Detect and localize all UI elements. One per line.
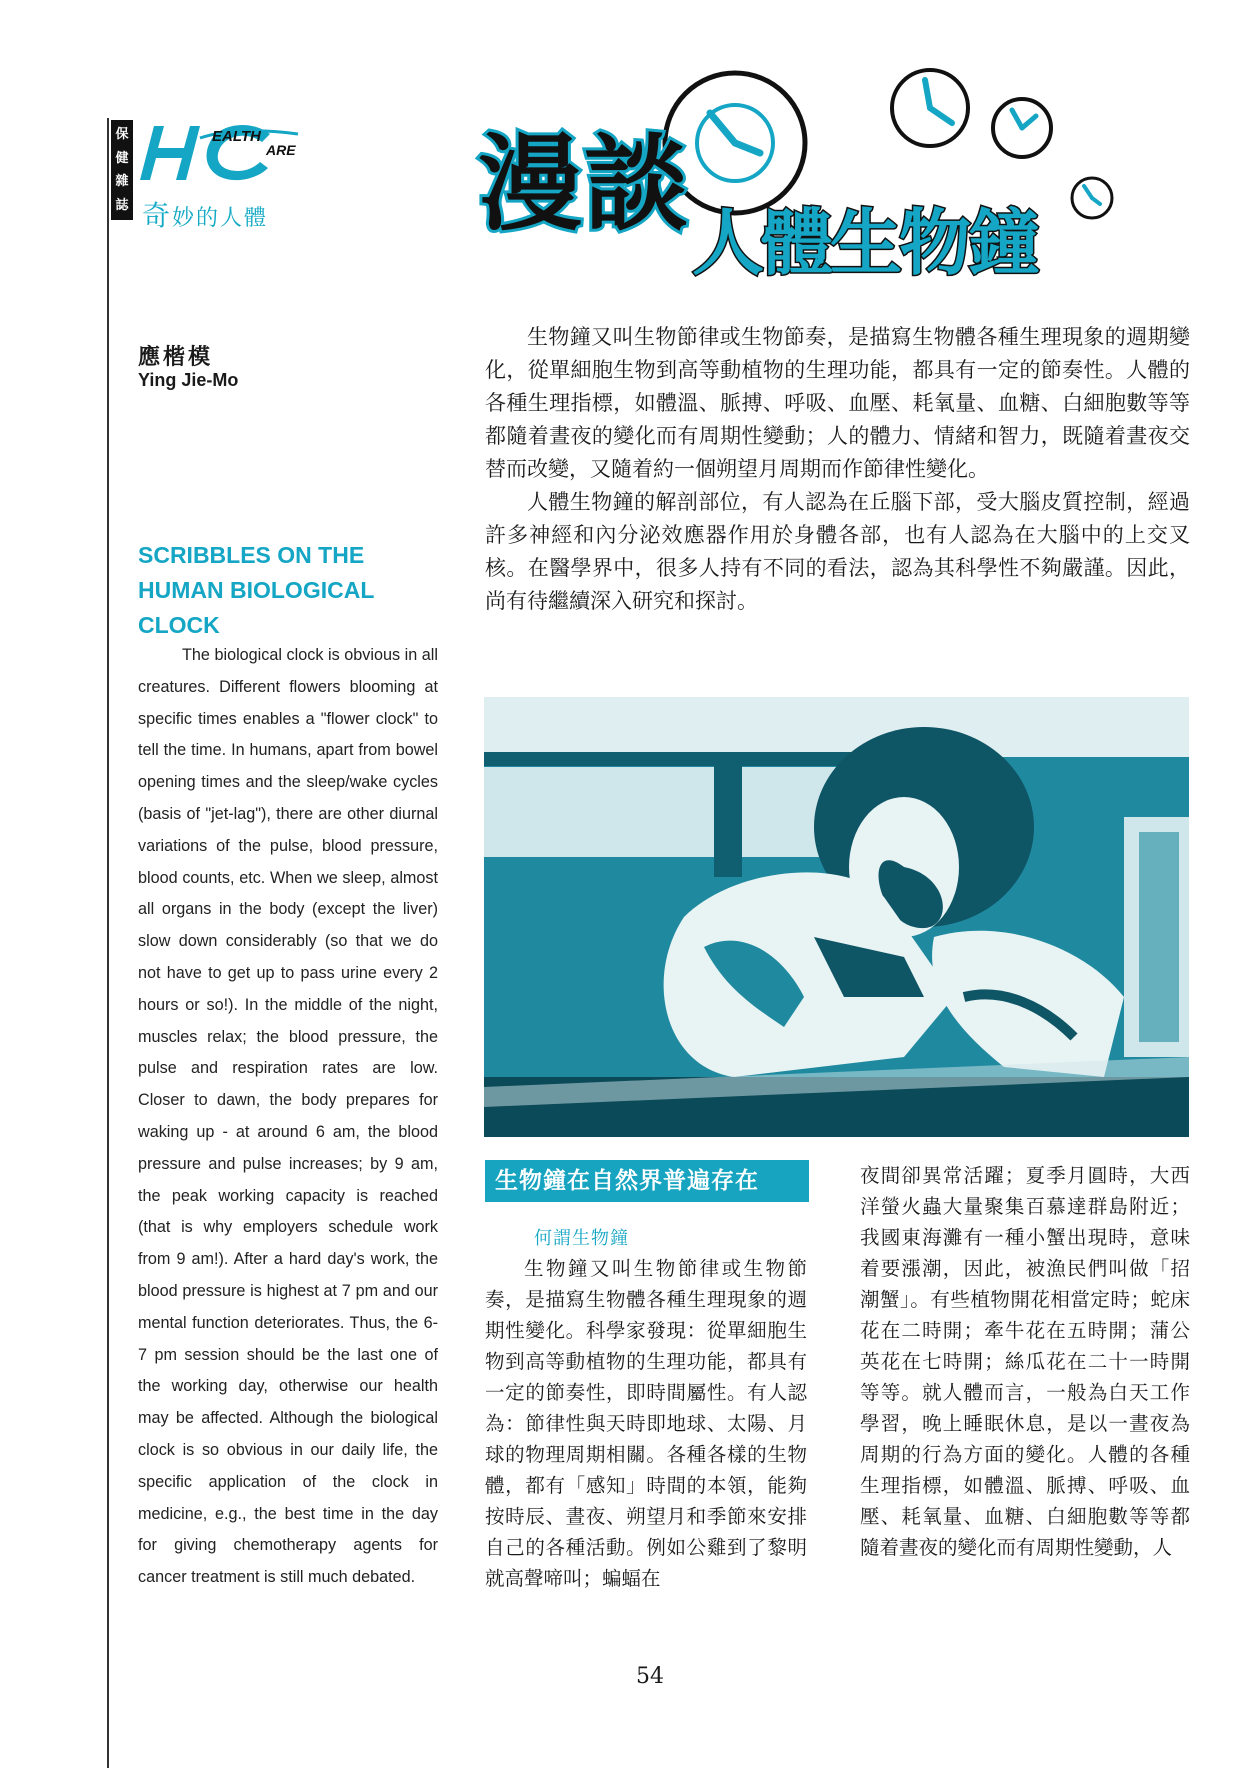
title-graphic bbox=[470, 68, 1130, 308]
logo-word-ealth: EALTH bbox=[212, 128, 261, 145]
title-part1: 漫談 bbox=[478, 123, 691, 245]
clock-icon bbox=[1072, 178, 1112, 218]
clock-icon bbox=[697, 105, 773, 181]
intro-paragraph: 人體生物鐘的解剖部位，有人認為在丘腦下部，受大腦皮質控制，經過許多神經和內分泌效應器作用於身體各部，也有人認為在大腦中的上交叉核。在醫學界中，很多人持有不同的看法，認為其科學性不夠嚴謹。因此，尚有待繼續深入研究和探討。 bbox=[485, 490, 1190, 613]
body-column-right: 夜間卻異常活躍；夏季月圓時，大西洋螢火蟲大量聚集百慕達群島附近；我國東海灘有一種小蟹出現時，意味着要漲潮，因此，被漁民們叫做「招潮蟹」。有些植物開花相當定時；蛇床花在二時開；牽牛花在五時開；蒲公英花在七時開；絲瓜花在二十一時開等等。就人體而言，一般為白天工作學習，晚上睡眠休息，是以一晝夜為周期的行為方面的變化。人體的各種生理指標，如體溫、脈搏、呼吸、血壓、耗氧量、血糖、白細胞數等等都隨着晝夜的變化而有周期性變動，人 bbox=[860, 1164, 1190, 1559]
left-margin-rule bbox=[107, 118, 109, 1768]
magazine-tag bbox=[111, 120, 133, 220]
logo-word-are: ARE bbox=[266, 142, 296, 158]
photo-sleeping-man bbox=[484, 697, 1189, 1137]
body-column-left: 生物鐘又叫生物節律或生物節奏，是描寫生物體各種生理現象的週期性變化。科學家發現：從單細胞生物到高等動植物的生理功能，都具有一定的節奏性，即時間屬性。有人認為：節律性與天時即地球、太陽、月球的物理周期相關。各種各樣的生物體，都有「感知」時間的本領，能夠按時辰、晝夜、朔望月和季節來安排自己的各種活動。例如公雞到了黎明就高聲啼叫；蝙蝠在 bbox=[485, 1257, 807, 1590]
title-part2: 人體生物鐘 bbox=[692, 201, 1038, 285]
tag-char: 誌 bbox=[115, 197, 129, 213]
clock-icon bbox=[993, 99, 1051, 157]
clock-icon bbox=[892, 70, 968, 146]
section-label bbox=[142, 194, 268, 234]
author-name-chinese: 應楷模 bbox=[138, 345, 214, 370]
tag-char: 保 bbox=[115, 127, 129, 143]
author-name-english: Ying Jie-Mo bbox=[138, 370, 239, 390]
english-summary: The biological clock is obvious in all creatures. Different flowers blooming at specific times enables a "flower clock" to tell the time. In humans, apart from bowel opening times and the sleep/wake cycles (basis of "jet-lag"), there are other diurnal variations of the pulse, blood pressure, blood counts, etc. When we sleep, almost all organs in the body (except the liver) slow down considerably (so that we do not have to get up to pass urine every 2 hours or so!). In the middle of the night, muscles relax; the blood pressure, the pulse and respiration rates are low. Closer to dawn, the body prepares for waking up - at around 6 am, the blood pressure and pulse increases; by 9 am, the peak working capacity is reached (that is why employers schedule work from 9 am!). After a hard day's work, the blood pressure is highest at 7 pm and our mental function deteriorates. Thus, the 6-7 pm session should be the last one of the working day, otherwise our health may be affected. Although the biological clock is so obvious in our daily life, the specific application of the clock in medicine, e.g., the best time in the day for giving chemotherapy agents for cancer treatment is still much debated. bbox=[138, 646, 438, 1587]
tag-char: 雜 bbox=[115, 174, 129, 190]
intro-paragraph: 生物鐘又叫生物節律或生物節奏，是描寫生物體各種生理現象的週期變化，從單細胞生物到高等動植物的生理功能，都具有一定的節奏性。人體的各種生理指標，如體溫、脈搏、呼吸、血壓、耗氧量、血糖、白細胞數等等都隨着晝夜的變化而有周期性變動；人的體力、情緒和智力，既隨着晝夜交替而改變，又隨着約一個朔望月周期而作節律性變化。 bbox=[485, 325, 1190, 481]
intro-text bbox=[485, 321, 1190, 618]
page-number: 54 bbox=[636, 1664, 664, 1689]
english-title: SCRIBBLES ON THE HUMAN BIOLOGICAL CLOCK bbox=[138, 542, 374, 638]
tag-char: 健 bbox=[115, 150, 129, 166]
section-heading: 生物鐘在自然界普遍存在 bbox=[485, 1160, 809, 1202]
section-label-rest: 妙的人體 bbox=[172, 206, 269, 231]
section-subheading: 何謂生物鐘 bbox=[534, 1228, 629, 1249]
section-label-first: 奇 bbox=[142, 199, 173, 232]
